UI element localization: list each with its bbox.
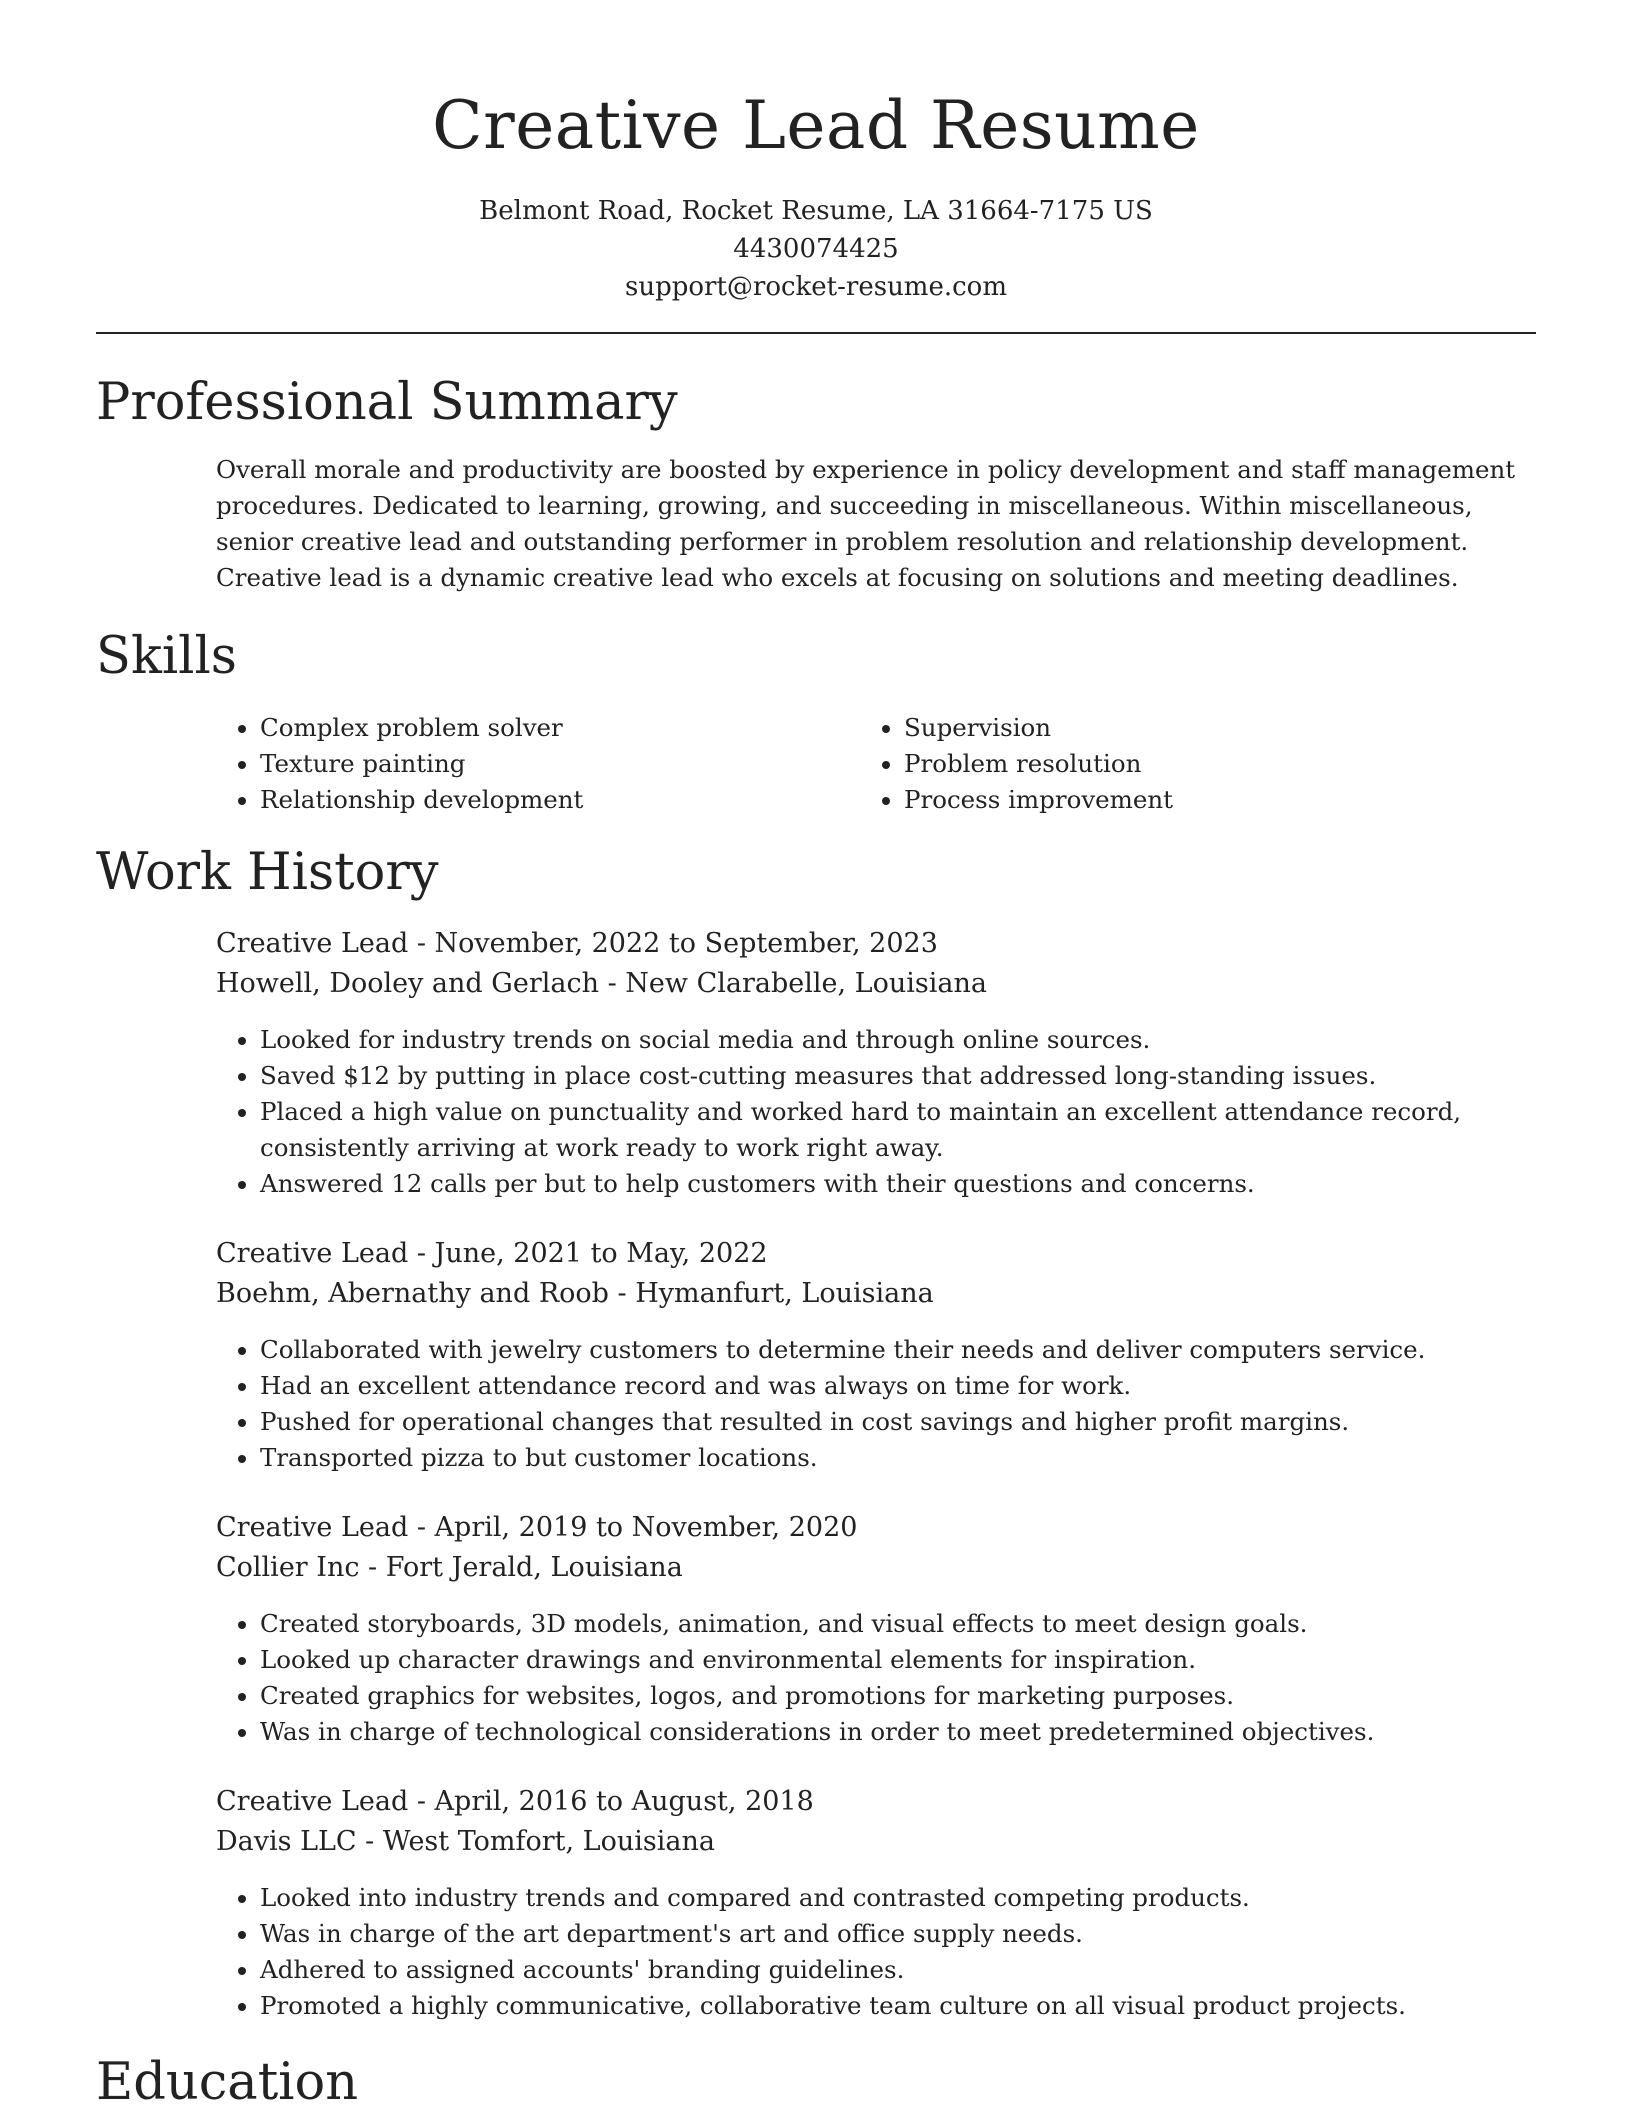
summary-heading: Professional Summary [96, 373, 678, 432]
contact-phone: 4430074425 [733, 234, 899, 264]
job-duties [216, 1606, 1536, 1750]
summary-section [216, 452, 1536, 596]
skill-item: • Texture painting [260, 746, 860, 782]
separator: - [408, 1238, 435, 1269]
duty-item: • Looked up character drawings and environmental elements for inspiration. [260, 1642, 1536, 1678]
job-company: Collier Inc [216, 1552, 360, 1583]
duty-item: • Pushed for operational changes that resulted in cost savings and higher profit margins. [260, 1404, 1536, 1440]
duty-item: • Transported pizza to but customer locations. [260, 1440, 1536, 1476]
job-entry [216, 1234, 1536, 1476]
separator: - [608, 1278, 636, 1309]
separator: - [598, 968, 626, 999]
job-company-line [216, 1274, 1536, 1314]
education-heading: Education [96, 2053, 359, 2112]
separator: - [356, 1826, 383, 1857]
skill-item: • Process improvement [904, 782, 1504, 818]
job-dates: April, 2016 to August, 2018 [434, 1786, 814, 1817]
skills-heading: Skills [96, 627, 237, 686]
job-role: Creative Lead [216, 1238, 409, 1269]
job-role: Creative Lead [216, 1786, 409, 1817]
job-role-line [216, 924, 1536, 964]
skill-item: • Supervision [904, 710, 1504, 746]
job-location: New Clarabelle, Louisiana [625, 968, 987, 999]
summary-text: Overall morale and productivity are boosted by experience in policy development and staff management procedures. Dedicated to learning, growing, and succeeding in miscellaneous. Within miscellaneous, senior creative lead and outstanding performer in problem resolution and relationship development. Creative lead is a dynamic creative lead who excels at focusing on solutions and meeting deadlines. [216, 455, 1516, 592]
job-role-line [216, 1782, 1536, 1822]
job-company-line [216, 964, 1536, 1004]
work-history-heading: Work History [96, 843, 439, 902]
duty-item: • Promoted a highly communicative, collaborative team culture on all visual product projects. [260, 1988, 1536, 2024]
job-role: Creative Lead [216, 928, 409, 959]
duty-item: • Adhered to assigned accounts' branding guidelines. [260, 1952, 1536, 1988]
skill-item: • Problem resolution [904, 746, 1504, 782]
duty-item: • Created storyboards, 3D models, animation, and visual effects to meet design goals. [260, 1606, 1536, 1642]
duty-item: • Saved $12 by putting in place cost-cutting measures that addressed long-standing issues. [260, 1058, 1536, 1094]
skill-item: • Complex problem solver [260, 710, 860, 746]
job-role-line [216, 1234, 1536, 1274]
job-duties [216, 1022, 1536, 1202]
contact-address: Belmont Road, Rocket Resume, LA 31664-7175 US [479, 196, 1153, 226]
duty-item: • Placed a high value on punctuality and worked hard to maintain an excellent attendance record, consistently arriving at work ready to work right away. [260, 1094, 1536, 1166]
duty-item: • Collaborated with jewelry customers to determine their needs and deliver computers service. [260, 1332, 1536, 1368]
job-dates: April, 2019 to November, 2020 [434, 1512, 858, 1543]
skills-column-left [216, 710, 860, 818]
resume-header [96, 0, 1536, 306]
separator: - [359, 1552, 386, 1583]
contact-info [96, 192, 1536, 306]
skills-column-right [860, 710, 1504, 818]
skills-list [216, 710, 1536, 818]
duty-item: • Answered 12 calls per but to help customers with their questions and concerns. [260, 1166, 1536, 1202]
separator: - [408, 1786, 435, 1817]
job-company-line [216, 1548, 1536, 1588]
job-location: Fort Jerald, Louisiana [385, 1552, 683, 1583]
job-dates: November, 2022 to September, 2023 [434, 928, 938, 959]
separator: - [408, 1512, 435, 1543]
duty-item: • Created graphics for websites, logos, and promotions for marketing purposes. [260, 1678, 1536, 1714]
job-company: Boehm, Abernathy and Roob [216, 1278, 609, 1309]
job-dates: June, 2021 to May, 2022 [434, 1238, 768, 1269]
job-duties [216, 1332, 1536, 1476]
job-company: Howell, Dooley and Gerlach [216, 968, 599, 999]
job-role: Creative Lead [216, 1512, 409, 1543]
resume-title: Creative Lead Resume [432, 87, 1200, 164]
job-entry [216, 1508, 1536, 1750]
skill-item: • Relationship development [260, 782, 860, 818]
duty-item: • Was in charge of technological considerations in order to meet predetermined objectives. [260, 1714, 1536, 1750]
separator: - [408, 928, 435, 959]
job-role-line [216, 1508, 1536, 1548]
job-entry [216, 924, 1536, 1202]
job-company-line [216, 1822, 1536, 1862]
job-location: West Tomfort, Louisiana [382, 1826, 715, 1857]
job-entry [216, 1782, 1536, 2024]
job-duties [216, 1880, 1536, 2024]
job-company: Davis LLC [216, 1826, 357, 1857]
job-location: Hymanfurt, Louisiana [635, 1278, 934, 1309]
duty-item: • Looked for industry trends on social media and through online sources. [260, 1022, 1536, 1058]
header-divider [96, 332, 1536, 334]
duty-item: • Looked into industry trends and compared and contrasted competing products. [260, 1880, 1536, 1916]
duty-item: • Was in charge of the art department's art and office supply needs. [260, 1916, 1536, 1952]
contact-email: support@rocket-resume.com [624, 272, 1007, 302]
duty-item: • Had an excellent attendance record and was always on time for work. [260, 1368, 1536, 1404]
